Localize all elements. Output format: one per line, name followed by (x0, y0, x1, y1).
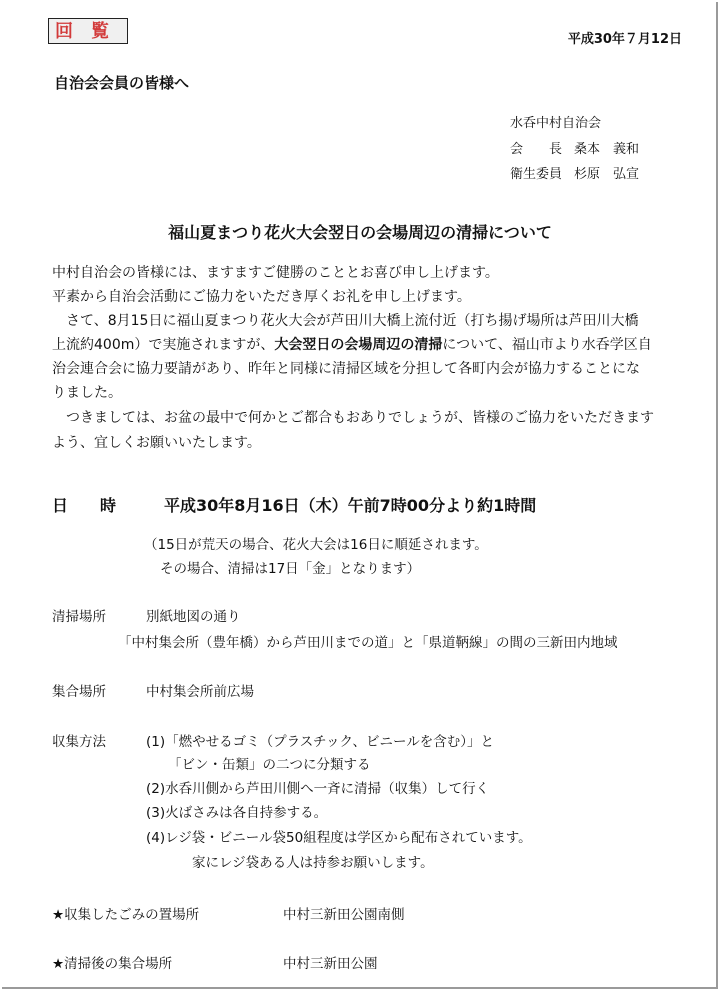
body-line: つきましては、お盆の最中で何かとご都合もおありでしょうが、皆様のご協力をいただきます (52, 410, 654, 426)
collection-item: 家にレジ袋ある人は持参お願いします。 (192, 855, 434, 871)
collection-item: (4)レジ袋・ビニール袋50組程度は学区から配布されています。 (146, 830, 532, 846)
sender-name: 杉原 弘宣 (574, 167, 640, 182)
body-line: 中村自治会の皆様には、ますますご健勝のこととお喜び申し上げます。 (52, 265, 499, 281)
sender-sanitation-officer (510, 163, 639, 182)
place-detail: 「中村集会所（豊年橋）から芦田川までの道」と「県道鞆線」の間の三新田内地域 (118, 635, 618, 651)
collection-item: (2)水呑川側から芦田川側へ一斉に清掃（収集）して行く (146, 781, 490, 797)
schedule-value: 平成30年8月16日（木）午前7時00分より約1時間 (164, 496, 537, 515)
addressee: 自治会会員の皆様へ (54, 74, 190, 92)
document-title: 福山夏まつり花火大会翌日の会場周辺の清掃について (168, 223, 552, 242)
place-label: 清掃場所 (52, 609, 106, 625)
collection-label: 収集方法 (52, 734, 106, 750)
document-date: 平成30年７月12日 (567, 32, 682, 47)
footer-value: 中村三新田公園南側 (283, 907, 405, 923)
meeting-value: 中村集会所前広場 (146, 684, 254, 700)
collection-item: 「ビン・缶類」の二つに分類する (168, 757, 371, 773)
footer-value: 中村三新田公園 (283, 956, 378, 972)
body-line: さて、8月15日に福山夏まつり花火大会が芦田川大橋上流付近（打ち揚げ場所は芦田川大橋 (52, 313, 639, 329)
schedule-label: 日 時 (52, 496, 117, 515)
body-line: 治会連合会に協力要請があり、昨年と同様に清掃区域を分担して各町内会が協力することにな (52, 361, 640, 377)
footer-label: ★清掃後の集合場所 (52, 956, 173, 972)
body-text: について、福山市より水呑学区自 (442, 337, 652, 353)
body-text: 上流約400m）で実施されますが、 (52, 337, 275, 353)
schedule-note: （15日が荒天の場合、花火大会は16日に順延されます。 (144, 537, 488, 553)
footer-label: ★収集したごみの置場所 (52, 907, 200, 923)
sender-role: 会 長 (510, 142, 563, 157)
body-emphasis: 大会翌日の会場周辺の清掃 (274, 337, 443, 353)
schedule-note: その場合、清掃は17日「金」となります） (160, 561, 421, 577)
body-line: 平素から自治会活動にご協力をいただき厚くお礼を申し上げます。 (52, 289, 471, 305)
meeting-label: 集合場所 (52, 684, 106, 700)
body-line: よう、宜しくお願いいたします。 (52, 435, 261, 451)
sender-role: 衛生委員 (510, 167, 563, 182)
sender-chairman (510, 138, 639, 157)
collection-item: (3)火ばさみは各自持参する。 (146, 805, 328, 821)
body-line (52, 334, 652, 354)
place-value: 別紙地図の通り (146, 609, 241, 625)
body-line: りました。 (52, 385, 122, 401)
sender-name: 桑本 義和 (574, 142, 640, 157)
circulation-stamp: 回覧 (48, 18, 128, 44)
sender-organization: 水呑中村自治会 (510, 116, 602, 131)
collection-item: (1)「燃やせるゴミ（プラスチック、ビニールを含む）」と (146, 734, 494, 750)
